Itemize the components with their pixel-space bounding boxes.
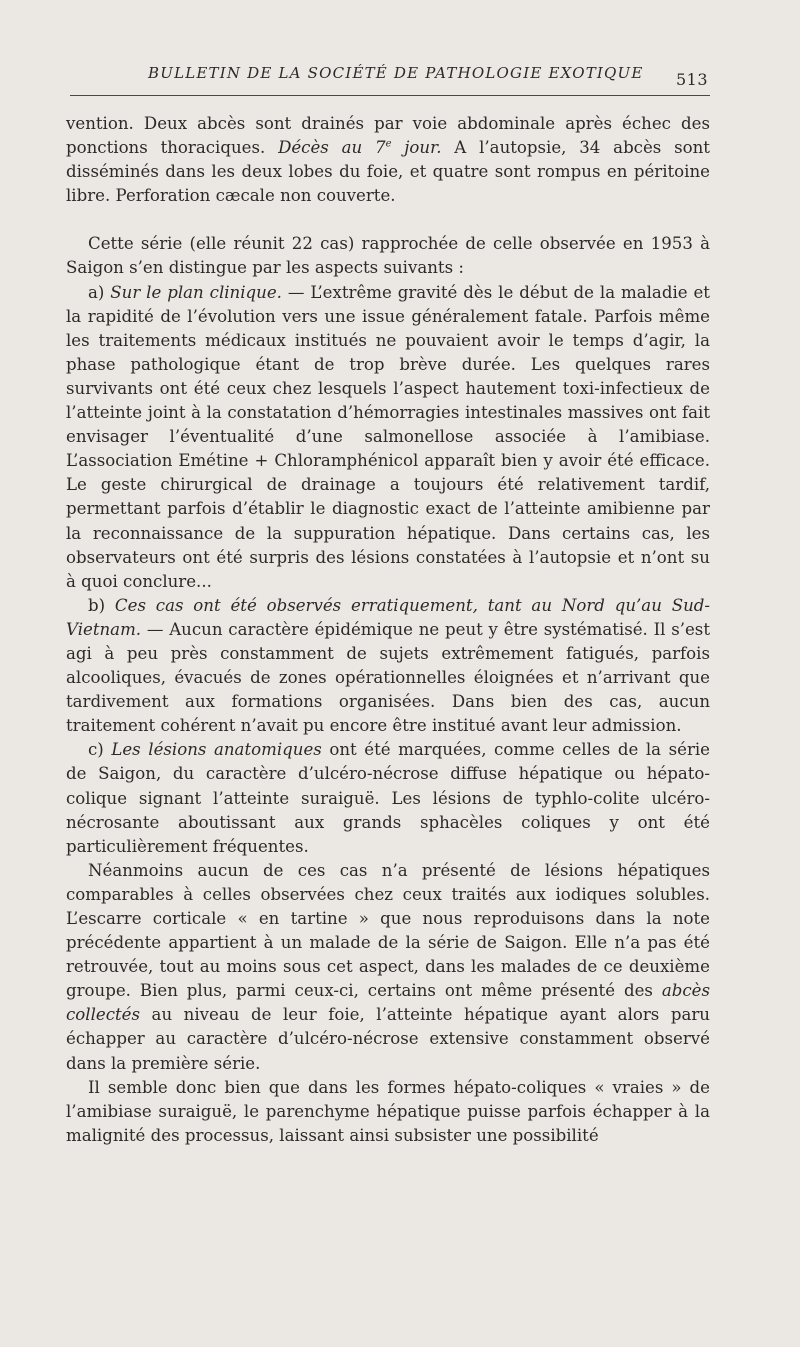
paragraph-case-continuation [66,112,710,208]
text-run: A l’autopsie, 34 abcès sont disséminés dans les deux lobes du foie, et quatre sont rompus en péritoine libre. Perforation cæcale non couverte. [66,138,710,206]
text-run: Néanmoins aucun de ces cas n’a présenté de lésions hépatiques comparables à celles observées chez ceux traités aux iodiques solubles. L’escarre corticale « en tartine » que nous reproduisons dans la note précédente appartient à un malade de la série de Saigon. Elle n’a pas été retrouvée, tout au moins sous cet aspect, dans les malades de ce deuxième groupe. Bien plus, parmi ceux-ci, certains ont même présenté des [66,860,710,1001]
emphasis: Ces cas ont été observés erratiquement, tant au Nord qu’au Sud-Vietnam. [66,595,710,639]
emphasis: Sur le plan clinique. [110,282,282,302]
paragraph-distribution [66,594,710,739]
emphasis: abcès collectés [66,981,710,1025]
page-number: 513 [675,70,708,89]
text-run: jour. [391,138,442,158]
article-body [66,112,710,1148]
header-rule [70,95,710,96]
text-run: Décès au 7 [278,138,386,158]
text-run: — Aucun caractère épidémique ne peut y être systématisé. Il s’est agi à peu près constamment de sujets extrêmement fatigués, parfois alcooliques, évacués de zones opérationnelles éloignées et n’arrivant que tardivement aux formations organisées. Dans bien des cas, aucun traitement cohérent n’avait pu encore être institué avant leur admission. [66,619,710,736]
running-title: BULLETIN DE LA SOCIÉTÉ DE PATHOLOGIE EXOTIQUE [148,64,644,82]
text-run: b) [88,595,115,615]
text-run: a) [88,282,111,302]
text-run: vention. Deux abcès sont drainés par voie abdominale après échec des ponctions thoraciques. [66,114,710,158]
text-run: ont été marquées, comme celles de la série de Saigon, du caractère d’ulcéro-nécrose diffuse hépatique ou hépato-colique signant l’atteinte suraiguë. Les lésions de typhlo-colite ulcéro-nécrosante aboutissant aux grands sphacèles coliques y ont été particulièrement fréquentes. [66,740,711,856]
text-run: au niveau de leur foie, l’atteinte hépatique ayant alors paru échapper au caractère d’ulcéro-nécrose extensive constamment observé dans la première série. [66,1005,710,1073]
paragraph-conclusion: Il semble donc bien que dans les formes hépato-coliques « vraies » de l’amibiase suraiguë, le parenchyme hépatique puisse parfois échapper à la malignité des processus, laissant ainsi subsister une possibilité [66,1077,710,1145]
emphasis [278,138,441,157]
paragraph-clinical [66,281,710,594]
emphasis: Les lésions anatomiques [111,740,322,760]
text-run: c) [88,740,112,760]
paragraph-comparison [66,859,710,1076]
paragraph-lesions [66,738,710,858]
superscript: e [385,138,392,150]
page-header [70,62,710,102]
text-run: — L’extrême gravité dès le début de la maladie et la rapidité de l’évolution vers une issue généralement fatale. Parfois même les traitements médicaux institués ne pouvaient avoir le temps d’agir, la phase pathologique étant de trop brève durée. Les quelques rares survivants ont été ceux chez lesquels l’aspect hautement toxi-infectieux de l’atteinte joint à la constatation d’hémorragies intestinales massives ont fait envisager l’éventualité d’une salmonellose associée à l’amibiase. L’association Emétine + Chloramphénicol apparaît bien y avoir été efficace. Le geste chirurgical de drainage a toujours été relativement tardif, permettant parfois d’établir le diagnostic exact de l’atteinte amibienne par la reconnaissance de la suppuration hépatique. Dans certains cas, les observateurs ont été surpris des lésions constatées à l’autopsie et n’ont su à quoi conclure... [66,282,710,591]
paragraph-series-intro: Cette série (elle réunit 22 cas) rapprochée de celle observée en 1953 à Saigon s’en distingue par les aspects suivants : [66,234,710,278]
